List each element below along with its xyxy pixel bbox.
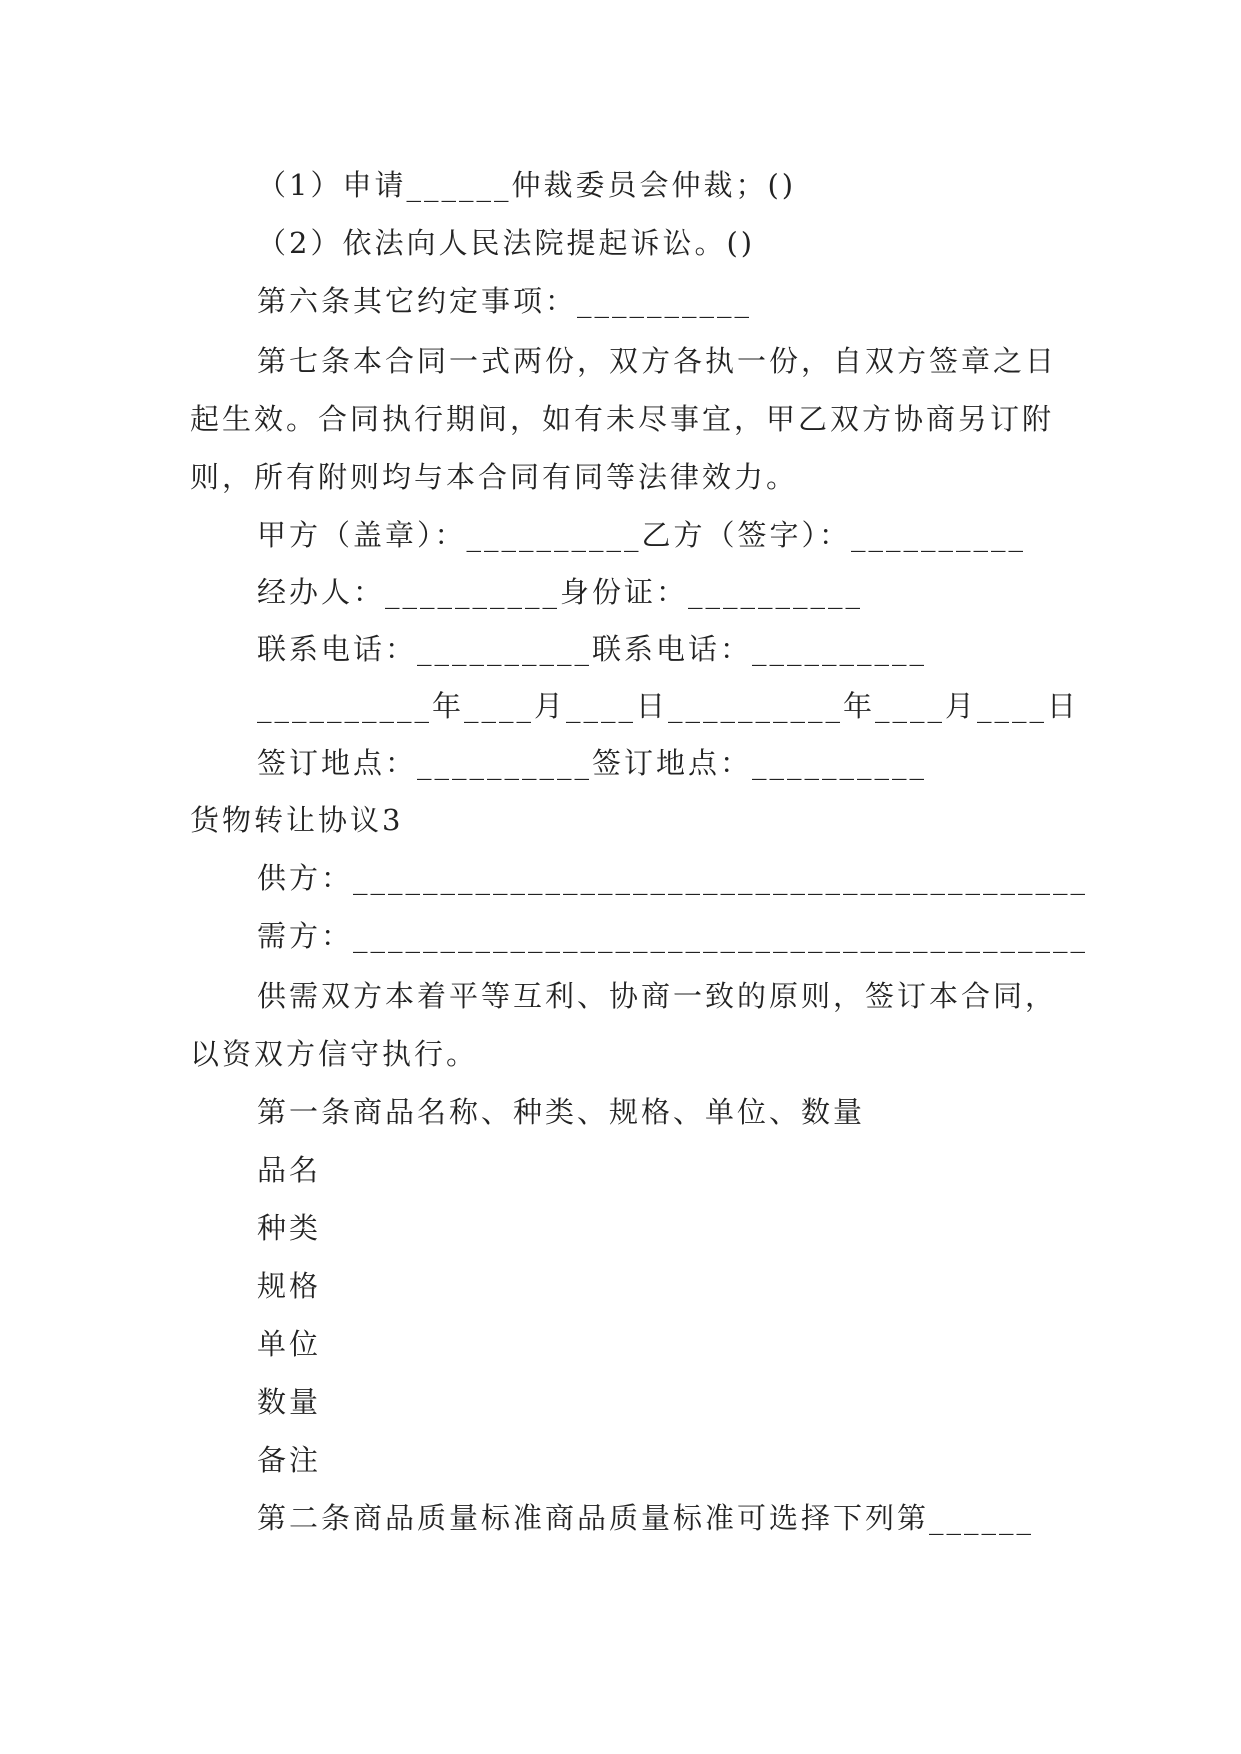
item-unit: 单位 bbox=[257, 1327, 322, 1361]
article-1-heading: 第一条商品名称、种类、规格、单位、数量 bbox=[257, 1095, 866, 1129]
supplier-line: 供方：__________________________________________ bbox=[257, 861, 1089, 895]
item-category: 种类 bbox=[257, 1211, 322, 1245]
article-2-quality-standard: 第二条商品质量标准商品质量标准可选择下列第______ bbox=[257, 1501, 1035, 1535]
clause-litigation-option-2: （2）依法向人民法院提起诉讼。() bbox=[257, 226, 756, 260]
article-7-effectiveness: 第七条本合同一式两份，双方各执一份，自双方签章之日起生效。合同执行期间，如有未尽事宜，甲乙双方协商另订附则，所有附则均与本合同有同等法律效力。 bbox=[190, 344, 1058, 494]
buyer-line: 需方：__________________________________________ bbox=[257, 919, 1089, 953]
signing-place-line: 签订地点：__________签订地点：__________ bbox=[257, 746, 928, 780]
item-product-name: 品名 bbox=[257, 1153, 322, 1187]
article-6-other-matters: 第六条其它约定事项：__________ bbox=[257, 284, 753, 318]
signature-party-line: 甲方（盖章）：__________乙方（签字）：__________ bbox=[257, 518, 1027, 552]
section-title-agreement-3: 货物转让协议3 bbox=[190, 803, 404, 837]
item-specification: 规格 bbox=[257, 1269, 322, 1303]
item-remarks: 备注 bbox=[257, 1443, 322, 1477]
principles-paragraph: 供需双方本着平等互利、协商一致的原则，签订本合同，以资双方信守执行。 bbox=[190, 979, 1058, 1071]
contact-phone-line: 联系电话：__________联系电话：__________ bbox=[257, 632, 928, 666]
date-line: __________年____月____日__________年____月____日 bbox=[257, 689, 1080, 723]
agent-id-line: 经办人：__________身份证：__________ bbox=[257, 575, 864, 609]
item-quantity: 数量 bbox=[257, 1385, 322, 1419]
clause-arbitration-option-1: （1）申请______仲裁委员会仲裁；() bbox=[257, 168, 797, 202]
